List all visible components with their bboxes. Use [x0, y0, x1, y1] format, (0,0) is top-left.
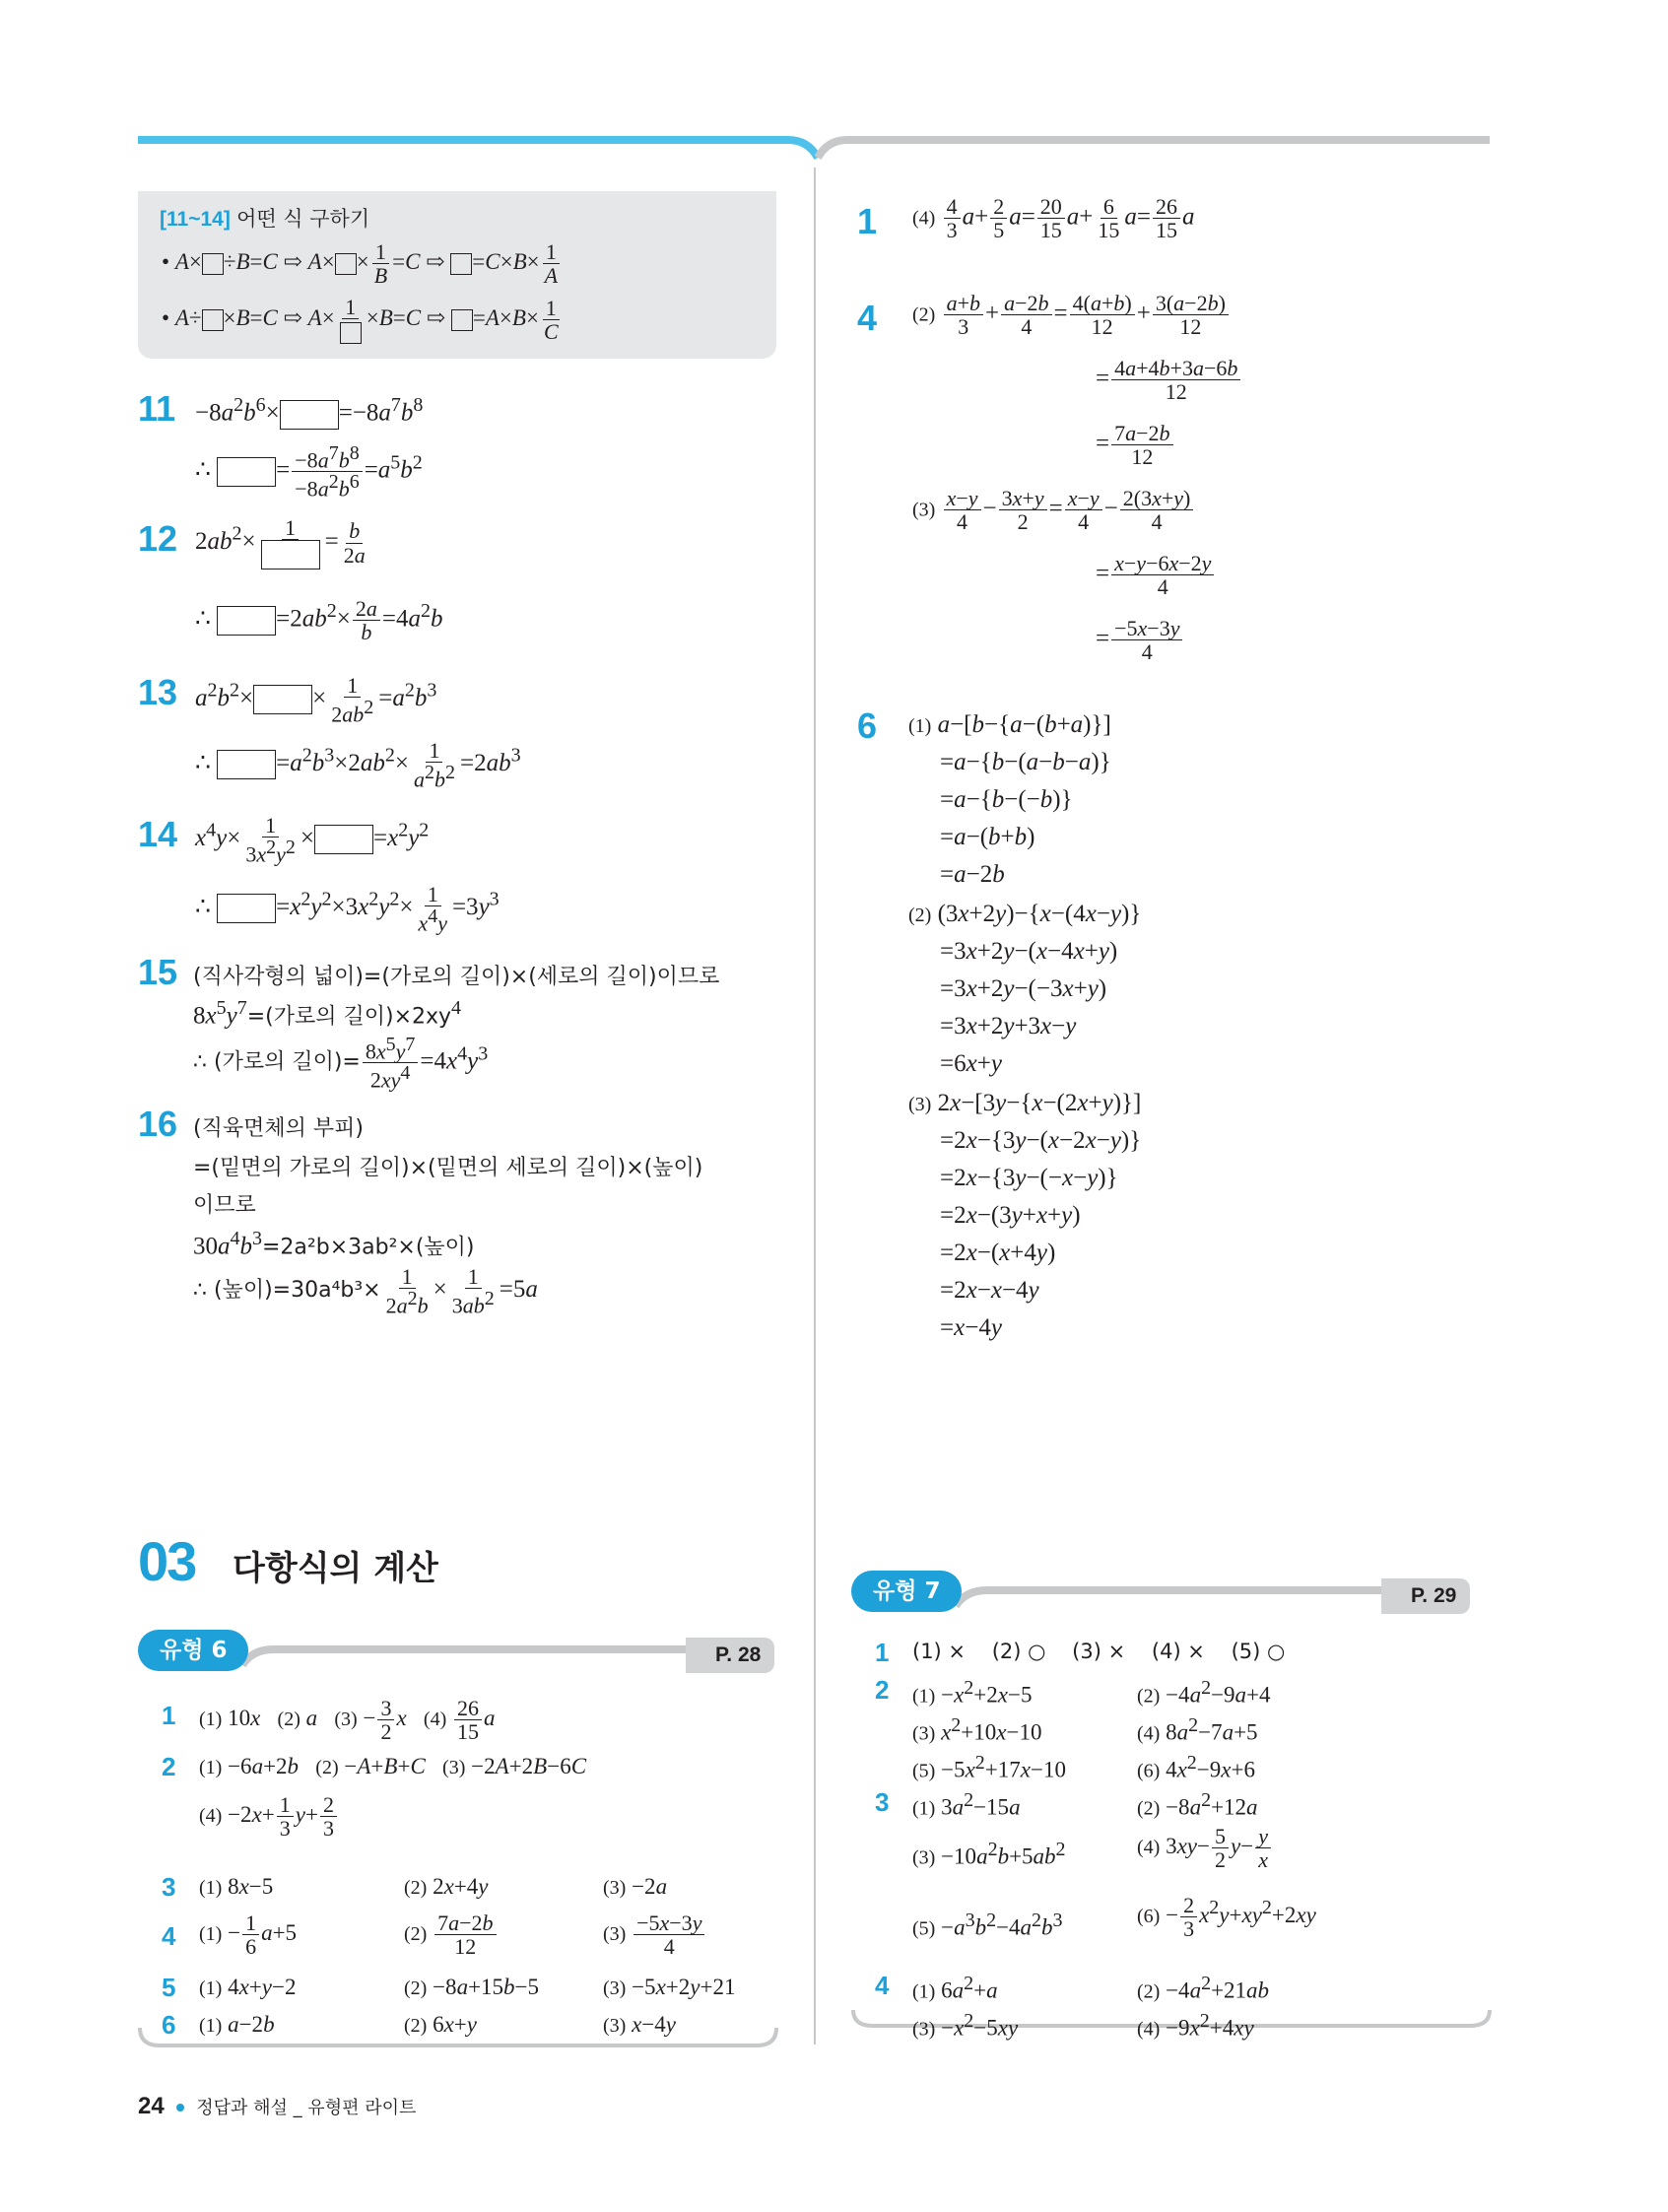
answer-line: (2) $\frac{a+b}{3}$ + $\frac{a-2b}{4}$ = $\frac{4(a+b)}{12}$ + $\frac{3(a-2b)}{12}$ [912, 292, 1231, 338]
answer-line: =3x+2y+3x−y [940, 1013, 1077, 1039]
section-title: 다항식의 계산 [233, 1549, 438, 1588]
answer-line: (3) $\frac{x-y}{4}$ − $\frac{3x+y}{2}$ = $\frac{x-y}{4}$ − $\frac{2(3x+y)}{4}$ [912, 487, 1195, 533]
answer-line: $(2) -8a^2+12a$ [1137, 1789, 1258, 1820]
answer-line: ∴ (높이)=30a⁴b³× $\frac{1}{2a^2b}$ × $\frac{1}{3ab^2}$ =5a [193, 1264, 538, 1318]
answer-number: 4 [875, 1971, 890, 2000]
answer-line: ∴ = $\frac{-8a^7b^8}{-8a^2b^6}$ $=a^5b^2$ [195, 442, 423, 502]
answer-line: $x^4y\times$ $\frac{1}{3x^2y^2}$ × $=x^2y^2$ [195, 813, 430, 867]
type6-label: 유형 6 [138, 1630, 248, 1671]
answer-line: $(2) -4a^2+21ab$ [1137, 1973, 1270, 2003]
answer-line: $(4) -9x^2+4xy$ [1137, 2010, 1254, 2041]
tip-rule-1: • A× ÷B=C ⇨ A× × $\frac{1}{B}$ =C ⇨ =C×B× $\frac{1}{A}$ [162, 239, 559, 289]
q16-line4: =2a²b×3ab²×(높이) [262, 1235, 475, 1260]
answer-line: (1) a−2b [199, 2012, 275, 2037]
answer-line: 이므로 [193, 1193, 256, 1218]
answer-line: =a−(b+b) [940, 824, 1035, 850]
answer-line: (1) −6a+2b (2) −A+B+C (3) −2A+2B−6C [199, 1754, 587, 1778]
answer-line: (2) 6x+y [404, 2012, 477, 2037]
answer-line: =a−{b−(−b)} [940, 786, 1073, 813]
answer-line: =6x+y [940, 1050, 1002, 1077]
answer-line: =2x−{3y−(x−2x−y)} [940, 1127, 1142, 1154]
type7-page: P. 29 [1381, 1578, 1470, 1614]
q16-line5: ∴ (높이)=30a⁴b³× [193, 1277, 381, 1303]
answer-number: 1 [875, 1638, 890, 1667]
answer-line: (직육면체의 부피) [193, 1116, 364, 1141]
answer-line: =2x−x−4y [940, 1277, 1039, 1304]
answer-line: (1) × (2) ○ (3) × (4) × (5) ○ [912, 1640, 1286, 1663]
answer-line: =2x−{3y−(−x−y)} [940, 1165, 1118, 1191]
answer-line: (4) 3xy− $\frac{5}{2}$ y− $\frac{y}{x}$ [1137, 1825, 1273, 1871]
answer-line: ∴ $=x^2y^2\times 3x^2y^2\times$ $\frac{1}{x^4y}$ $=3y^3$ [195, 882, 500, 936]
footer-text: 정답과 해설 _ 유형편 라이트 [196, 2098, 417, 2118]
answer-number: 3 [875, 1787, 890, 1817]
answer-line: ∴ $=2ab^2\times$ $\frac{2a}{b}$ $=4a^2b$ [195, 596, 443, 645]
answer-line: $(2) -4a^2-9a+4$ [1137, 1677, 1271, 1708]
answer-number: 3 [162, 1872, 176, 1902]
answer-line: $2ab^2\times$ 1 = $\frac{b}{2a}$ [195, 516, 370, 570]
answer-number: 2 [162, 1752, 176, 1781]
answer-line: =2x−(3y+x+y) [940, 1202, 1081, 1229]
answer-line: =3x+2y−(−3x+y) [940, 975, 1107, 1002]
header-rule [0, 0, 1668, 168]
answer-line: (1) 10x (2) a (3) − $\frac{3}{2}$ x (4) $\frac{26}{15}$ a [199, 1696, 496, 1745]
column-divider [814, 168, 816, 2044]
answer-line: (4) −2x+ $\frac{1}{3}$ y+ $\frac{2}{3}$ [199, 1793, 339, 1840]
type6-page: P. 28 [686, 1638, 774, 1673]
answer-line: (1) 8x−5 [199, 1874, 274, 1899]
answer-line: $(1) -x^2+2x-5$ [912, 1677, 1033, 1708]
answer-line: $-8a^2b^6\times =-8a^7b^8$ [195, 394, 423, 430]
answer-line: (2) −8a+15b−5 [404, 1975, 540, 1999]
answer-number: 6 [162, 2010, 176, 2040]
question-number: 6 [857, 705, 878, 746]
question-number: 16 [138, 1104, 178, 1144]
question-number: 13 [138, 672, 178, 712]
answer-line: ∴ (가로의 길이)= $\frac{8x^5y^7}{2xy^4}$ $=4x^4y^3$ [193, 1034, 489, 1093]
answer-line: =2x−(x+4y) [940, 1240, 1056, 1266]
question-number: 15 [138, 952, 178, 992]
tip-heading [160, 203, 369, 233]
tip-label: [11~14] [160, 208, 231, 231]
answer-line: (1) 4x+y−2 [199, 1975, 297, 1999]
answer-line: (1) $3a^2-15a$ [912, 1789, 1021, 1820]
answer-line: (3) 2x−[3y−{x−(2x+y)}] [908, 1090, 1142, 1116]
answer-line: (1) a−[b−{a−(b+a)}] [908, 711, 1111, 738]
q15-line2: =(가로의 길이)×2xy [246, 1004, 452, 1030]
answer-line: (3) −5x+2y+21 [603, 1975, 736, 1999]
answer-line: $a^2b^2\times$ × $\frac{1}{2ab^2}$ $=a^2b^3$ [195, 673, 437, 727]
question-number: 12 [138, 518, 178, 559]
answer-line: $(3) -x^2-5xy$ [912, 2010, 1019, 2041]
answer-line: (1) − $\frac{1}{6}$ a+5 [199, 1910, 298, 1960]
answer-line: (6) − $\frac{2}{3}$ $x^2y+xy^2+2xy$ [1137, 1893, 1316, 1942]
question-number: 4 [857, 298, 878, 338]
tip-rule-2: • A÷ ×B=C ⇨ A× 1 ×B=C ⇨ =A×B× $\frac{1}{C}$ [162, 295, 559, 345]
section-number: 03 [138, 1530, 196, 1592]
answer-number: 4 [162, 1921, 176, 1951]
type7-label: 유형 7 [851, 1571, 962, 1612]
answer-number: 1 [162, 1701, 176, 1730]
answer-line: = $\frac{4a+4b+3a-6b}{12}$ [1096, 357, 1242, 403]
page-number: 24 [138, 2093, 165, 2119]
bullet-icon [176, 2104, 184, 2111]
answer-line: (3) $\frac{-5x-3y}{4}$ [603, 1911, 706, 1958]
answer-line: =a−{b−(a−b−a)} [940, 749, 1111, 775]
answer-line: (2) $\frac{7a-2b}{12}$ [404, 1911, 499, 1958]
answer-line: (2) (3x+2y)−{x−(4x−y)} [908, 901, 1142, 927]
answer-line: =(밑면의 가로의 길이)×(밑면의 세로의 길이)×(높이) [193, 1156, 703, 1180]
answer-line: $8x^5y^7=$(가로의 길이)$\times 2xy^4$ [193, 997, 462, 1030]
question-number: 11 [138, 388, 176, 429]
answer-line: (2) 2x+4y [404, 1874, 489, 1899]
answer-line: $(5) -a^3b^2-4a^2b^3$ [912, 1910, 1063, 1940]
answer-line: $30a^4b^3=2a^2b\times 3ab^2\times$(높이) [193, 1228, 475, 1260]
answer-line: (직사각형의 넓이)=(가로의 길이)×(세로의 길이)이므로 [193, 965, 720, 989]
answer-line: (4) $\frac{4}{3}$ a+ $\frac{2}{5}$ a= $\frac{20}{15}$ a+ $\frac{6}{15}$ a= $\frac{26}{15}$ a [912, 194, 1195, 243]
answer-line: ∴ $=a^2b^3\times 2ab^2\times$ $\frac{1}{a^2b^2}$ $=2ab^3$ [195, 738, 521, 792]
answer-line: $(3) -10a^2b+5ab^2$ [912, 1839, 1066, 1869]
answer-line: =3x+2y−(x−4x+y) [940, 938, 1118, 965]
question-number: 14 [138, 814, 178, 854]
tip-title: 어떤 식 구하기 [236, 207, 370, 231]
answer-line: =a−2b [940, 861, 1005, 888]
footer [138, 2093, 416, 2120]
answer-line: (3) x−4y [603, 2012, 676, 2037]
answer-line: (4) $8a^2-7a+5$ [1137, 1714, 1258, 1745]
answer-number: 2 [875, 1675, 890, 1705]
answer-number: 5 [162, 1973, 176, 2002]
answer-line: (6) $4x^2-9x+6$ [1137, 1752, 1255, 1782]
q15-line3: ∴ (가로의 길이)= [193, 1049, 361, 1075]
answer-line: (1) $6a^2+a$ [912, 1973, 998, 2003]
question-number: 1 [857, 201, 878, 241]
answer-line: (3) −2a [603, 1874, 668, 1899]
answer-line: (3) $x^2+10x-10$ [912, 1714, 1042, 1745]
answer-line: =x−4y [940, 1314, 1002, 1341]
answer-line: = $\frac{7a-2b}{12}$ [1096, 422, 1175, 468]
answer-line: $(5) -5x^2+17x-10$ [912, 1752, 1066, 1782]
answer-line: = $\frac{x-y-6x-2y}{4}$ [1096, 552, 1216, 598]
answer-line: = $\frac{-5x-3y}{4}$ [1096, 617, 1184, 663]
